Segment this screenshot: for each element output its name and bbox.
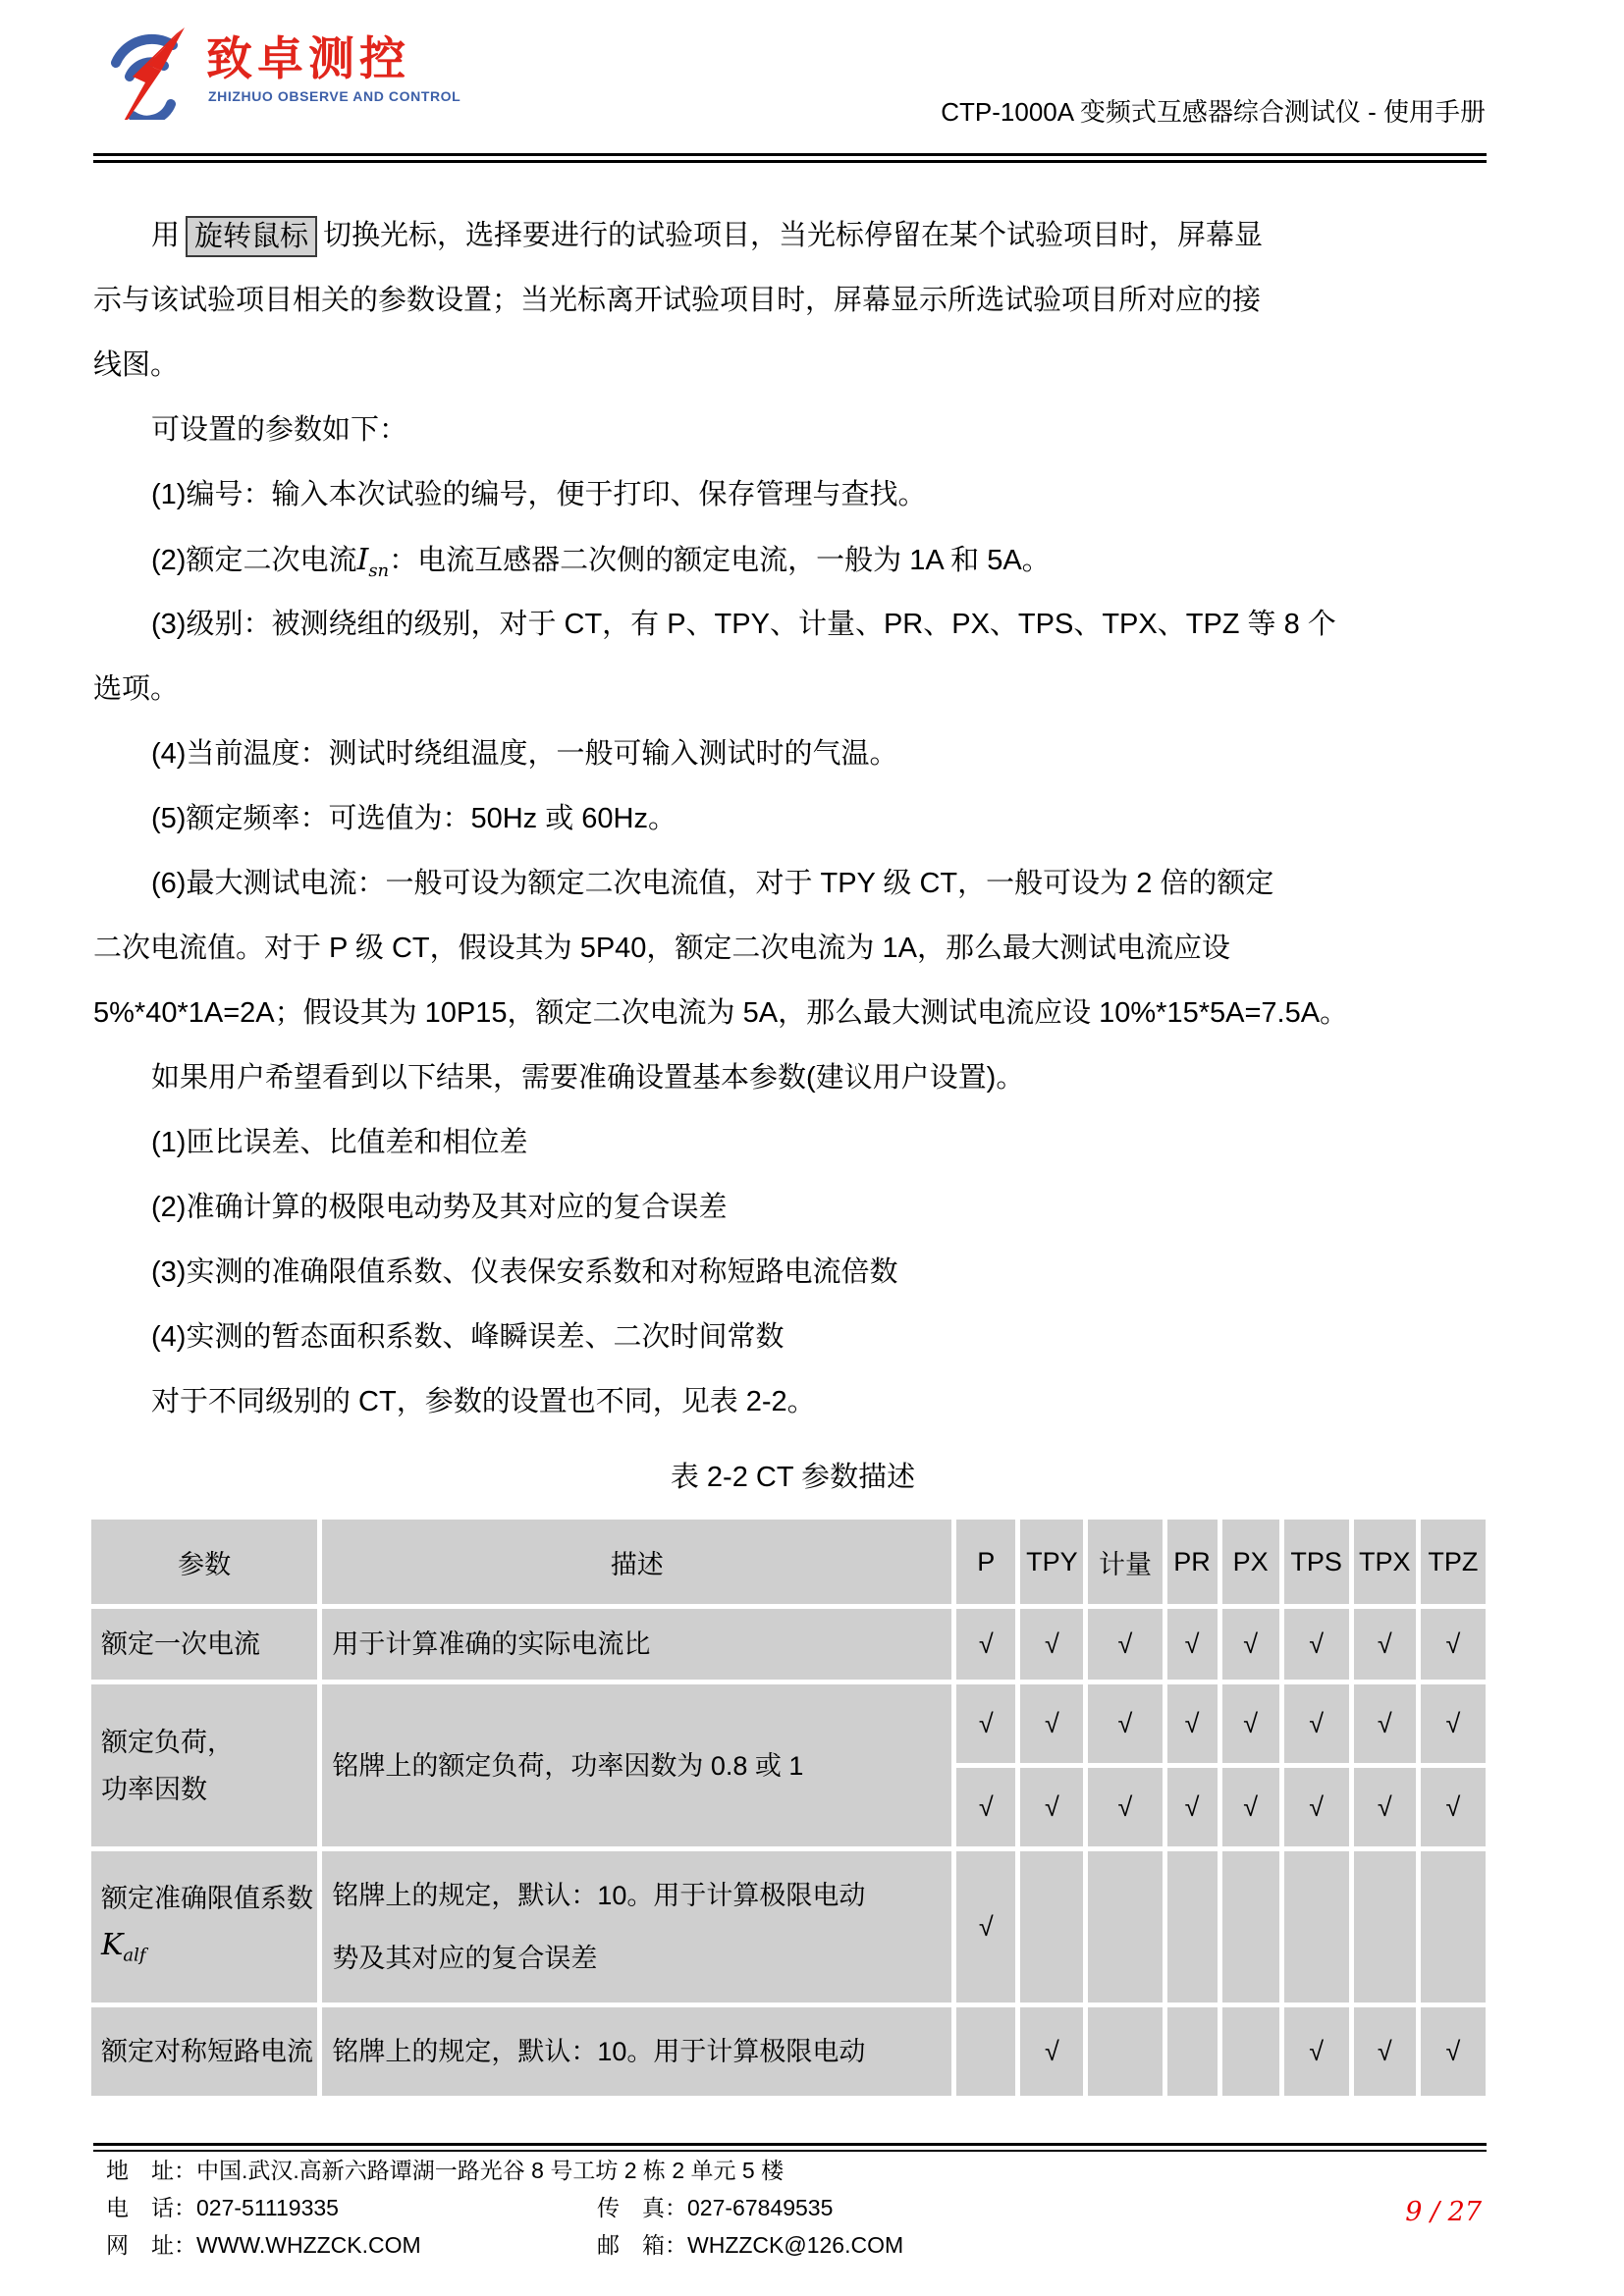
col-header-jiliang: 计量 xyxy=(1088,1520,1162,1604)
check-cell xyxy=(1020,1851,1083,2002)
check-cell xyxy=(1222,2007,1279,2096)
list-item: (1)匝比误差、比值差和相位差 xyxy=(151,1127,528,1158)
text-segment: (2)额定二次电流 xyxy=(151,545,357,576)
check-cell: √ xyxy=(956,1609,1015,1680)
paragraph-line: 示与该试验项目相关的参数设置；当光标离开试验项目时，屏幕显示所选试验项目所对应的接 xyxy=(93,285,1262,316)
check-cell xyxy=(1222,1851,1279,2002)
formula-kalf xyxy=(101,1922,316,1979)
paragraph-line: 二次电流值。对于 P 级 CT，假设其为 5P40，额定二次电流为 1A，那么最大测试电流应设 xyxy=(93,933,1230,964)
check-cell: √ xyxy=(1354,1609,1416,1680)
col-header-px: PX xyxy=(1222,1520,1279,1604)
check-cell: √ xyxy=(1088,1768,1162,1846)
table-row xyxy=(91,1609,1486,1680)
formula-subscript: sn xyxy=(368,560,390,581)
footer-address: 地 址：中国.武汉.高新六路谭湖一路光谷 8 号工坊 2 栋 2 单元 5 楼 xyxy=(106,2158,785,2183)
check-cell: √ xyxy=(1088,1684,1162,1763)
check-cell: √ xyxy=(1284,1609,1349,1680)
table-row xyxy=(91,1684,1486,1763)
col-header-tpy: TPY xyxy=(1020,1520,1083,1604)
footer-line xyxy=(106,2226,1382,2264)
check-cell xyxy=(1088,2007,1162,2096)
table-row xyxy=(91,2007,1486,2096)
check-cell xyxy=(1088,1851,1162,2002)
param-line: 额定负荷， xyxy=(101,1727,234,1757)
text-segment: 切换光标，选择要进行的试验项目，当光标停留在某个试验项目时，屏幕显 xyxy=(323,220,1264,251)
footer-phone: 电 话：027-51119335 xyxy=(106,2195,339,2220)
paragraph-line: 对于不同级别的 CT，参数的设置也不同，见表 2-2。 xyxy=(151,1386,816,1417)
formula-subscript: alf xyxy=(123,1945,146,1966)
list-item: (3)级别：被测绕组的级别，对于 CT，有 P、TPY、计量、PR、PX、TPS、TPX、TPZ 等 8 个 xyxy=(151,609,1336,640)
body-text xyxy=(93,203,1492,1434)
check-cell: √ xyxy=(956,1851,1015,2002)
desc-cell: 用于计算准确的实际电流比 xyxy=(322,1609,951,1680)
paragraph-line: 如果用户希望看到以下结果，需要准确设置基本参数(建议用户设置)。 xyxy=(151,1062,1025,1094)
list-item: (3)实测的准确限值系数、仪表保安系数和对称短路电流倍数 xyxy=(151,1256,898,1288)
footer xyxy=(106,2152,1382,2264)
check-cell: √ xyxy=(1222,1684,1279,1763)
param-cell xyxy=(91,1851,317,2002)
param-line: 额定准确限值系数 xyxy=(101,1883,313,1913)
check-cell: √ xyxy=(1222,1768,1279,1846)
company-name-english: ZHIZHUO OBSERVE AND CONTROL xyxy=(208,88,461,104)
check-cell: √ xyxy=(956,1684,1015,1763)
table-row xyxy=(91,1851,1486,2002)
check-cell: √ xyxy=(1421,1768,1486,1846)
desc-cell: 铭牌上的规定，默认：10。用于计算极限电动 xyxy=(322,2007,951,2096)
check-cell: √ xyxy=(1354,1684,1416,1763)
table-header-row xyxy=(91,1520,1486,1604)
footer-line xyxy=(106,2189,1382,2226)
col-header-desc: 描述 xyxy=(322,1520,951,1604)
check-cell: √ xyxy=(1354,1768,1416,1846)
footer-divider xyxy=(93,2143,1487,2152)
desc-line: 势及其对应的复合误差 xyxy=(332,1944,598,1973)
check-cell: √ xyxy=(1088,1609,1162,1680)
check-cell: √ xyxy=(1354,2007,1416,2096)
check-cell: √ xyxy=(1284,1768,1349,1846)
paragraph-line: 线图。 xyxy=(93,349,180,381)
param-cell: 额定对称短路电流 xyxy=(91,2007,317,2096)
check-cell: √ xyxy=(1284,1684,1349,1763)
text-segment: ：电流互感器二次侧的额定电流，一般为 1A 和 5A。 xyxy=(389,545,1051,576)
check-cell: √ xyxy=(1020,1768,1083,1846)
footer-fax: 传 真：027-67849535 xyxy=(597,2195,834,2220)
text-segment: 用 xyxy=(151,220,181,251)
col-header-p: P xyxy=(956,1520,1015,1604)
check-cell: √ xyxy=(1222,1609,1279,1680)
check-cell: √ xyxy=(1020,2007,1083,2096)
list-item: (2)准确计算的极限电动势及其对应的复合误差 xyxy=(151,1192,728,1223)
list-item: (1)编号：输入本次试验的编号，便于打印、保存管理与查找。 xyxy=(151,479,927,510)
list-item: (6)最大测试电流：一般可设为额定二次电流值，对于 TPY 级 CT，一般可设为 2 倍的额定 xyxy=(151,868,1274,899)
header-divider xyxy=(93,153,1487,163)
param-cell: 额定一次电流 xyxy=(91,1609,317,1680)
paragraph-line: 可设置的参数如下： xyxy=(151,414,408,446)
param-cell xyxy=(91,1684,317,1846)
rotary-mouse-key-label: 旋转鼠标 xyxy=(186,216,317,257)
check-cell: √ xyxy=(1020,1609,1083,1680)
check-cell xyxy=(1167,1851,1218,2002)
check-cell: √ xyxy=(1167,1684,1218,1763)
check-cell: √ xyxy=(1020,1684,1083,1763)
paragraph-line xyxy=(93,203,1492,268)
check-cell xyxy=(1284,1851,1349,2002)
desc-line: 铭牌上的规定，默认：10。用于计算极限电动 xyxy=(332,1881,866,1910)
list-item xyxy=(93,527,1492,592)
footer-email: 邮 箱：WHZZCK@126.COM xyxy=(597,2232,904,2258)
page-number: 9 / 27 xyxy=(1405,2197,1482,2227)
table-caption: 表 2-2 CT 参数描述 xyxy=(670,1462,916,1493)
check-cell xyxy=(1167,2007,1218,2096)
formula-base: K xyxy=(101,1927,124,1962)
check-cell: √ xyxy=(1421,2007,1486,2096)
col-header-pr: PR xyxy=(1167,1520,1218,1604)
paragraph-line: 5%*40*1A=2A；假设其为 10P15，额定二次电流为 5A，那么最大测试电流应设 10%*15*5A=7.5A。 xyxy=(93,997,1349,1029)
param-line: 功率因数 xyxy=(101,1774,207,1804)
check-cell xyxy=(956,2007,1015,2096)
check-cell: √ xyxy=(1167,1609,1218,1680)
footer-website: 网 址：WWW.WHZZCK.COM xyxy=(106,2232,421,2258)
company-name: 致卓测控 xyxy=(206,32,410,84)
desc-cell xyxy=(322,1851,951,2002)
col-header-tpx: TPX xyxy=(1354,1520,1416,1604)
list-item: (4)当前温度：测试时绕组温度，一般可输入测试时的气温。 xyxy=(151,738,898,770)
company-logo-icon xyxy=(102,26,204,120)
list-item: (4)实测的暂态面积系数、峰瞬误差、二次时间常数 xyxy=(151,1321,785,1353)
check-cell: √ xyxy=(1421,1609,1486,1680)
formula-base: I xyxy=(356,543,369,577)
check-cell: √ xyxy=(1421,1684,1486,1763)
check-cell xyxy=(1354,1851,1416,2002)
desc-cell: 铭牌上的额定负荷，功率因数为 0.8 或 1 xyxy=(322,1684,951,1846)
check-cell: √ xyxy=(1167,1768,1218,1846)
check-cell xyxy=(1421,1851,1486,2002)
col-header-param: 参数 xyxy=(91,1520,317,1604)
col-header-tps: TPS xyxy=(1284,1520,1349,1604)
paragraph-line: 选项。 xyxy=(93,673,180,705)
list-item: (5)额定频率：可选值为：50Hz 或 60Hz。 xyxy=(151,803,677,834)
document-title: CTP-1000A 变频式互感器综合测试仪 - 使用手册 xyxy=(941,97,1486,127)
ct-parameter-table xyxy=(86,1515,1490,2101)
check-cell: √ xyxy=(956,1768,1015,1846)
formula-isn xyxy=(356,543,390,581)
check-cell: √ xyxy=(1284,2007,1349,2096)
col-header-tpz: TPZ xyxy=(1421,1520,1486,1604)
